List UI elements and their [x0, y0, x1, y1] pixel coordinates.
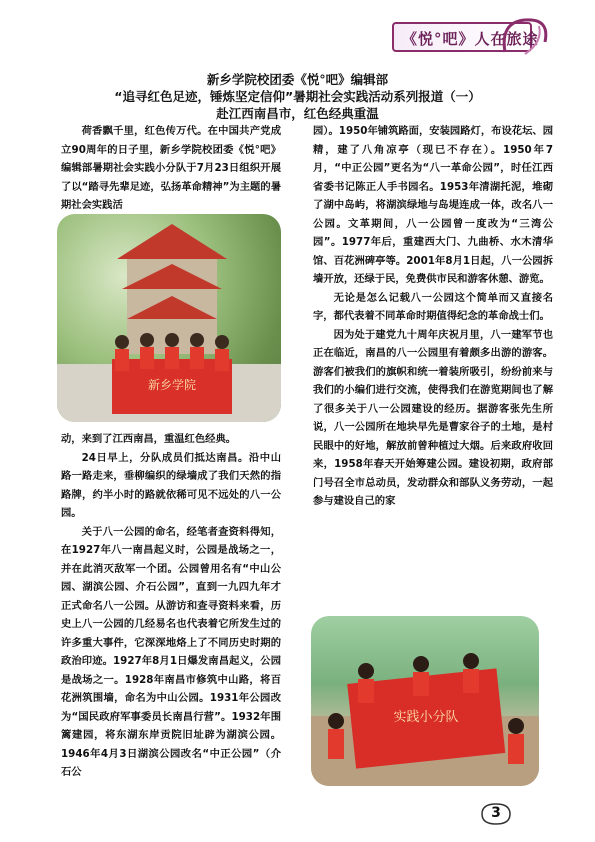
lakeside-photo-illustration	[311, 616, 539, 786]
section-tag-text: 《悦°吧》人在旅途	[402, 30, 539, 48]
pavilion-group-photo	[57, 214, 281, 422]
left-paragraph-1: 荷香飘千里，红色传万代。在中国共产党成立90周年的日子里，新乡学院校团委《悦°吧》编辑部暑期社会实践小分队于7月23日组织开展了以“踏寻先辈足迹，弘扬革命精神”为主题的暑期社会实践活	[61, 125, 281, 211]
left-paragraph-1-continued: 动，来到了江西南昌，重温红色经典。	[61, 433, 237, 445]
left-column-top	[61, 122, 281, 215]
right-paragraph-2: 无论是怎么记载八一公园这个简单而又直接名字，都代表着不同革命时期值得纪念的革命战士们。	[313, 291, 553, 322]
right-paragraph-1: 园）。1950年铺筑路面，安装园路灯，布设花坛、园精，建了八角凉亭（现已不存在）。1950年7月，“中正公园”更名为“八一革命公园”，时任江西省委书记陈正人手书园名。1953年清湖托泥，堆砌了湖中岛屿，将湖滨绿地与岛堤连成一体，改名八一公园。文革期间，八一公园曾一度改为“三湾公园”。1977年后，重建西大门、九曲桥、水木清华馆、百花洲碑亭等。2001年8月1日起，八一公园拆墙开放，还绿于民，免费供市民和游客休憩、游览。	[313, 125, 553, 285]
page-number	[478, 800, 514, 828]
banner-text-2: 实践小分队	[393, 710, 459, 725]
page-number-text: 3	[491, 805, 501, 821]
header-line-2: “追寻红色足迹，锤炼坚定信仰”暑期社会实践活动系列报道（一）	[114, 89, 481, 104]
right-column	[313, 122, 553, 511]
banner-text-1: 新乡学院	[147, 378, 197, 392]
header-line-1: 新乡学院校团委《悦°吧》编辑部	[206, 72, 389, 87]
lakeside-group-photo	[311, 616, 539, 786]
right-paragraph-3: 因为处于建党九十周年庆祝月里，八一建军节也正在临近，南昌的八一公园里有着颇多出游的游客。游客们被我们的旗帜和统一着装所吸引，纷纷前来与我们的小编们进行交流，使得我们在游览期间也了解了很多关于八一公园建设的经历。据游客张先生所说，八一公园所在地块早先是曹家谷子的土地，是村民眼中的好地，解放前曾种植过大烟。后来政府收回来，1958年春天开始筹建公园。建设初期，政府部门号召全市总动员，发动群众和部队义务劳动，一起参与建设自己的家	[313, 328, 553, 507]
left-paragraph-3: 关于八一公园的命名，经笔者查资料得知，在1927年八一南昌起义时，公园是战场之一，并在此消灭敌军一个团。公园曾用名有“中山公园、湖滨公园、介石公园”，直到一九四九年才正式命名八一公园。从游访和查寻资料来看，历史上八一公园的几经易名也代表着它所发生过的许多重大事件，它深深地烙上了不同历史时期的政治印迹。1927年8月1日爆发南昌起义，公园是战场之一。1928年南昌市修筑中山路，将百花洲筑围墙，命名为中山公园。1931年公园改为“国民政府军事委员长南昌行营”。1932年围篱建园，将东湖东岸贡院旧址辟为湖滨公园。1946年4月3日湖滨公园改名“中正公园”（介石公	[61, 525, 281, 778]
header-line-3: 赴江西南昌市，红色经典重温	[216, 106, 379, 121]
pavilion-photo-illustration	[57, 214, 281, 422]
decorative-swirl-icon	[495, 12, 555, 56]
left-paragraph-2: 24日早上，分队成员们抵达南昌。沿中山路一路走来，垂柳编织的绿墙成了我们天然的指路牌，约半小时的路就依稀可见不远处的八一公园。	[61, 451, 281, 519]
left-column-bottom	[61, 430, 281, 782]
